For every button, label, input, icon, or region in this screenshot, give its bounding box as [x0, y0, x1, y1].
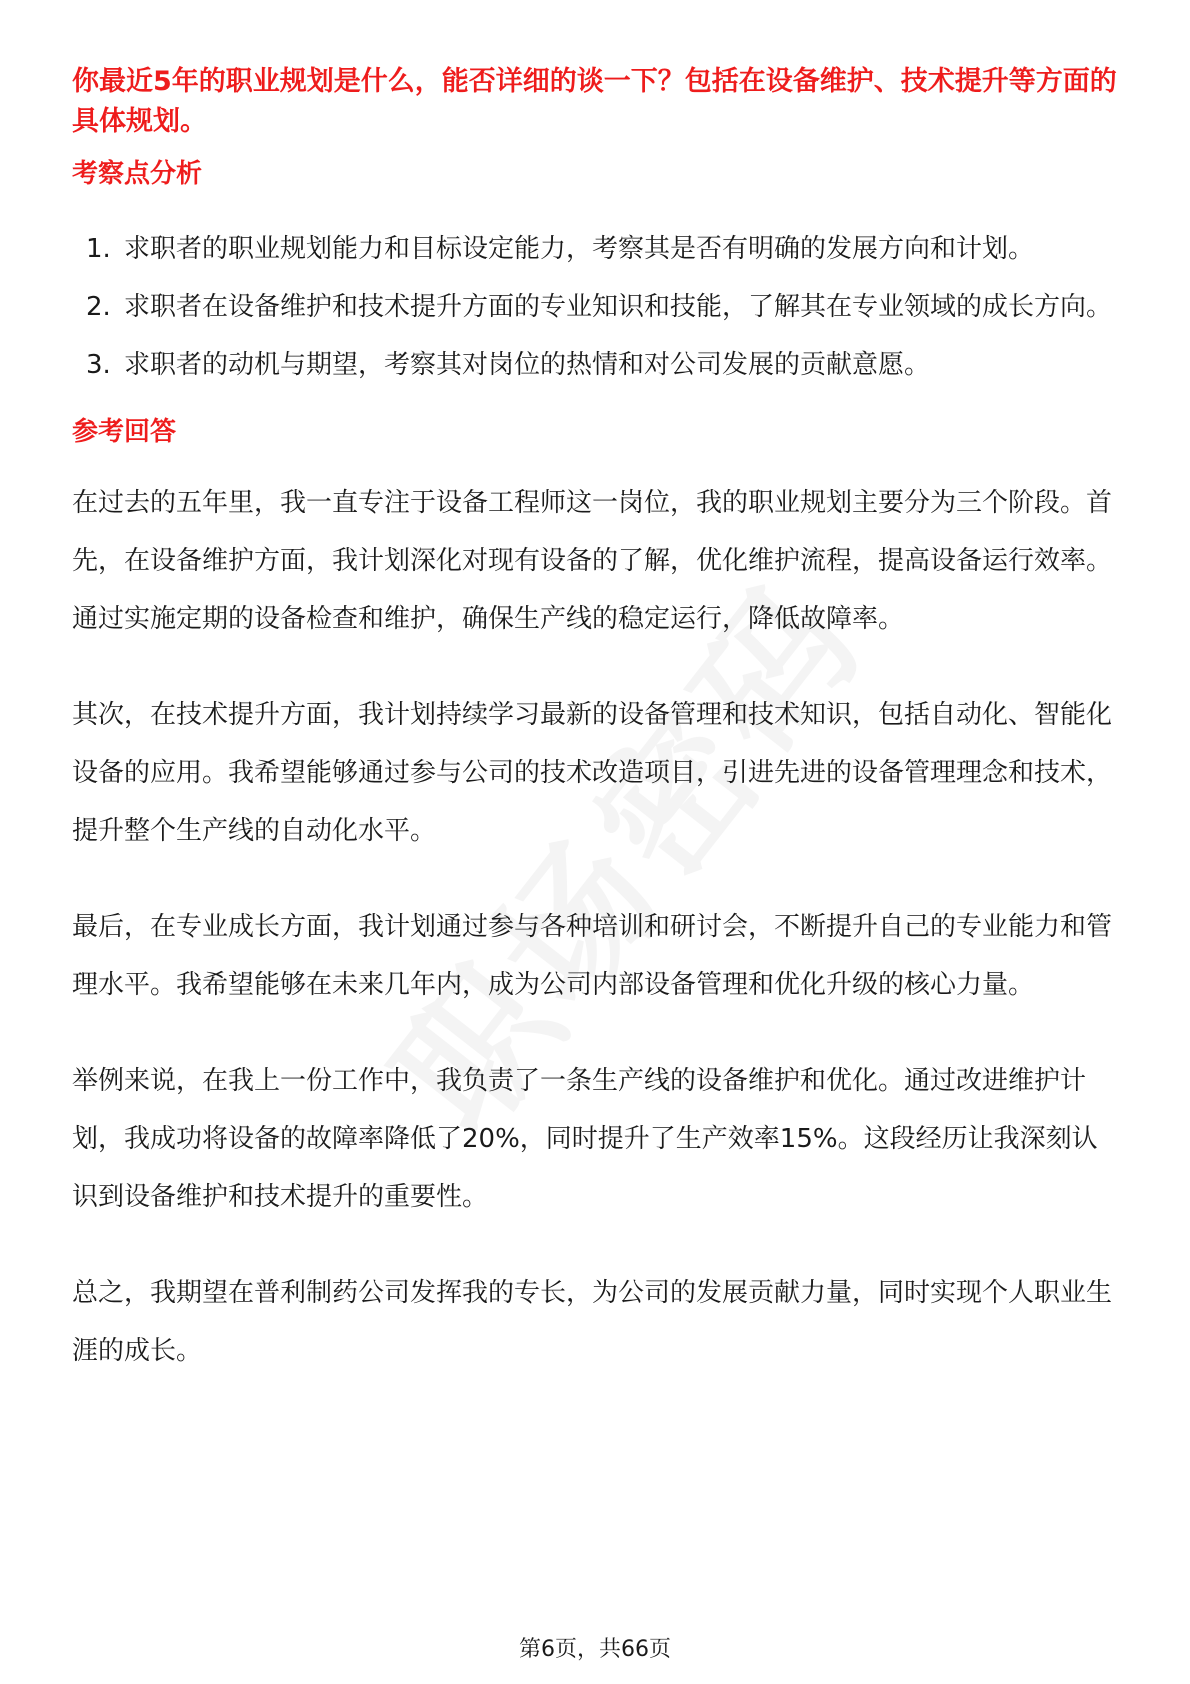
- answer-paragraph: 最后，在专业成长方面，我计划通过参与各种培训和研讨会，不断提升自己的专业能力和管理水平。我希望能够在未来几年内，成为公司内部设备管理和优化升级的核心力量。: [72, 912, 1113, 1000]
- point-text: 求职者的职业规划能力和目标设定能力，考察其是否有明确的发展方向和计划。: [124, 234, 1035, 264]
- answer-paragraph: 其次，在技术提升方面，我计划持续学习最新的设备管理和技术知识，包括自动化、智能化设备的应用。我希望能够通过参与公司的技术改造项目，引进先进的设备管理理念和技术，提升整个生产线的自动化水平。: [72, 700, 1113, 846]
- page-number-footer: 第6页，共66页: [519, 1637, 671, 1662]
- point-text: 求职者在设备维护和技术提升方面的专业知识和技能，了解其在专业领域的成长方向。: [124, 292, 1113, 322]
- analysis-point: [72, 278, 1122, 336]
- answer-paragraph: 举例来说，在我上一份工作中，我负责了一条生产线的设备维护和优化。通过改进维护计划，我成功将设备的故障率降低了20%，同时提升了生产效率15%。这段经历让我深刻认识到设备维护和技术提升的重要性。: [72, 1066, 1098, 1212]
- point-number: 2.: [86, 292, 111, 322]
- point-text: 求职者的动机与期望，考察其对岗位的热情和对公司发展的贡献意愿。: [124, 350, 931, 380]
- analysis-point: [72, 336, 1122, 394]
- point-number: 3.: [86, 350, 111, 380]
- question-title: 你最近5年的职业规划是什么，能否详细的谈一下？包括在设备维护、技术提升等方面的具体规划。: [72, 66, 1117, 137]
- analysis-points-list: [72, 220, 1122, 394]
- answer-heading: 参考回答: [72, 417, 177, 447]
- analysis-point: [72, 220, 1122, 278]
- document-page: [72, 62, 1122, 1380]
- answer-paragraph: 总之，我期望在普利制药公司发挥我的专长，为公司的发展贡献力量，同时实现个人职业生涯的成长。: [72, 1278, 1113, 1366]
- answer-paragraph: 在过去的五年里，我一直专注于设备工程师这一岗位，我的职业规划主要分为三个阶段。首先，在设备维护方面，我计划深化对现有设备的了解，优化维护流程，提高设备运行效率。通过实施定期的设备检查和维护，确保生产线的稳定运行，降低故障率。: [72, 488, 1113, 634]
- analysis-heading: 考察点分析: [72, 159, 203, 189]
- point-number: 1.: [86, 234, 111, 264]
